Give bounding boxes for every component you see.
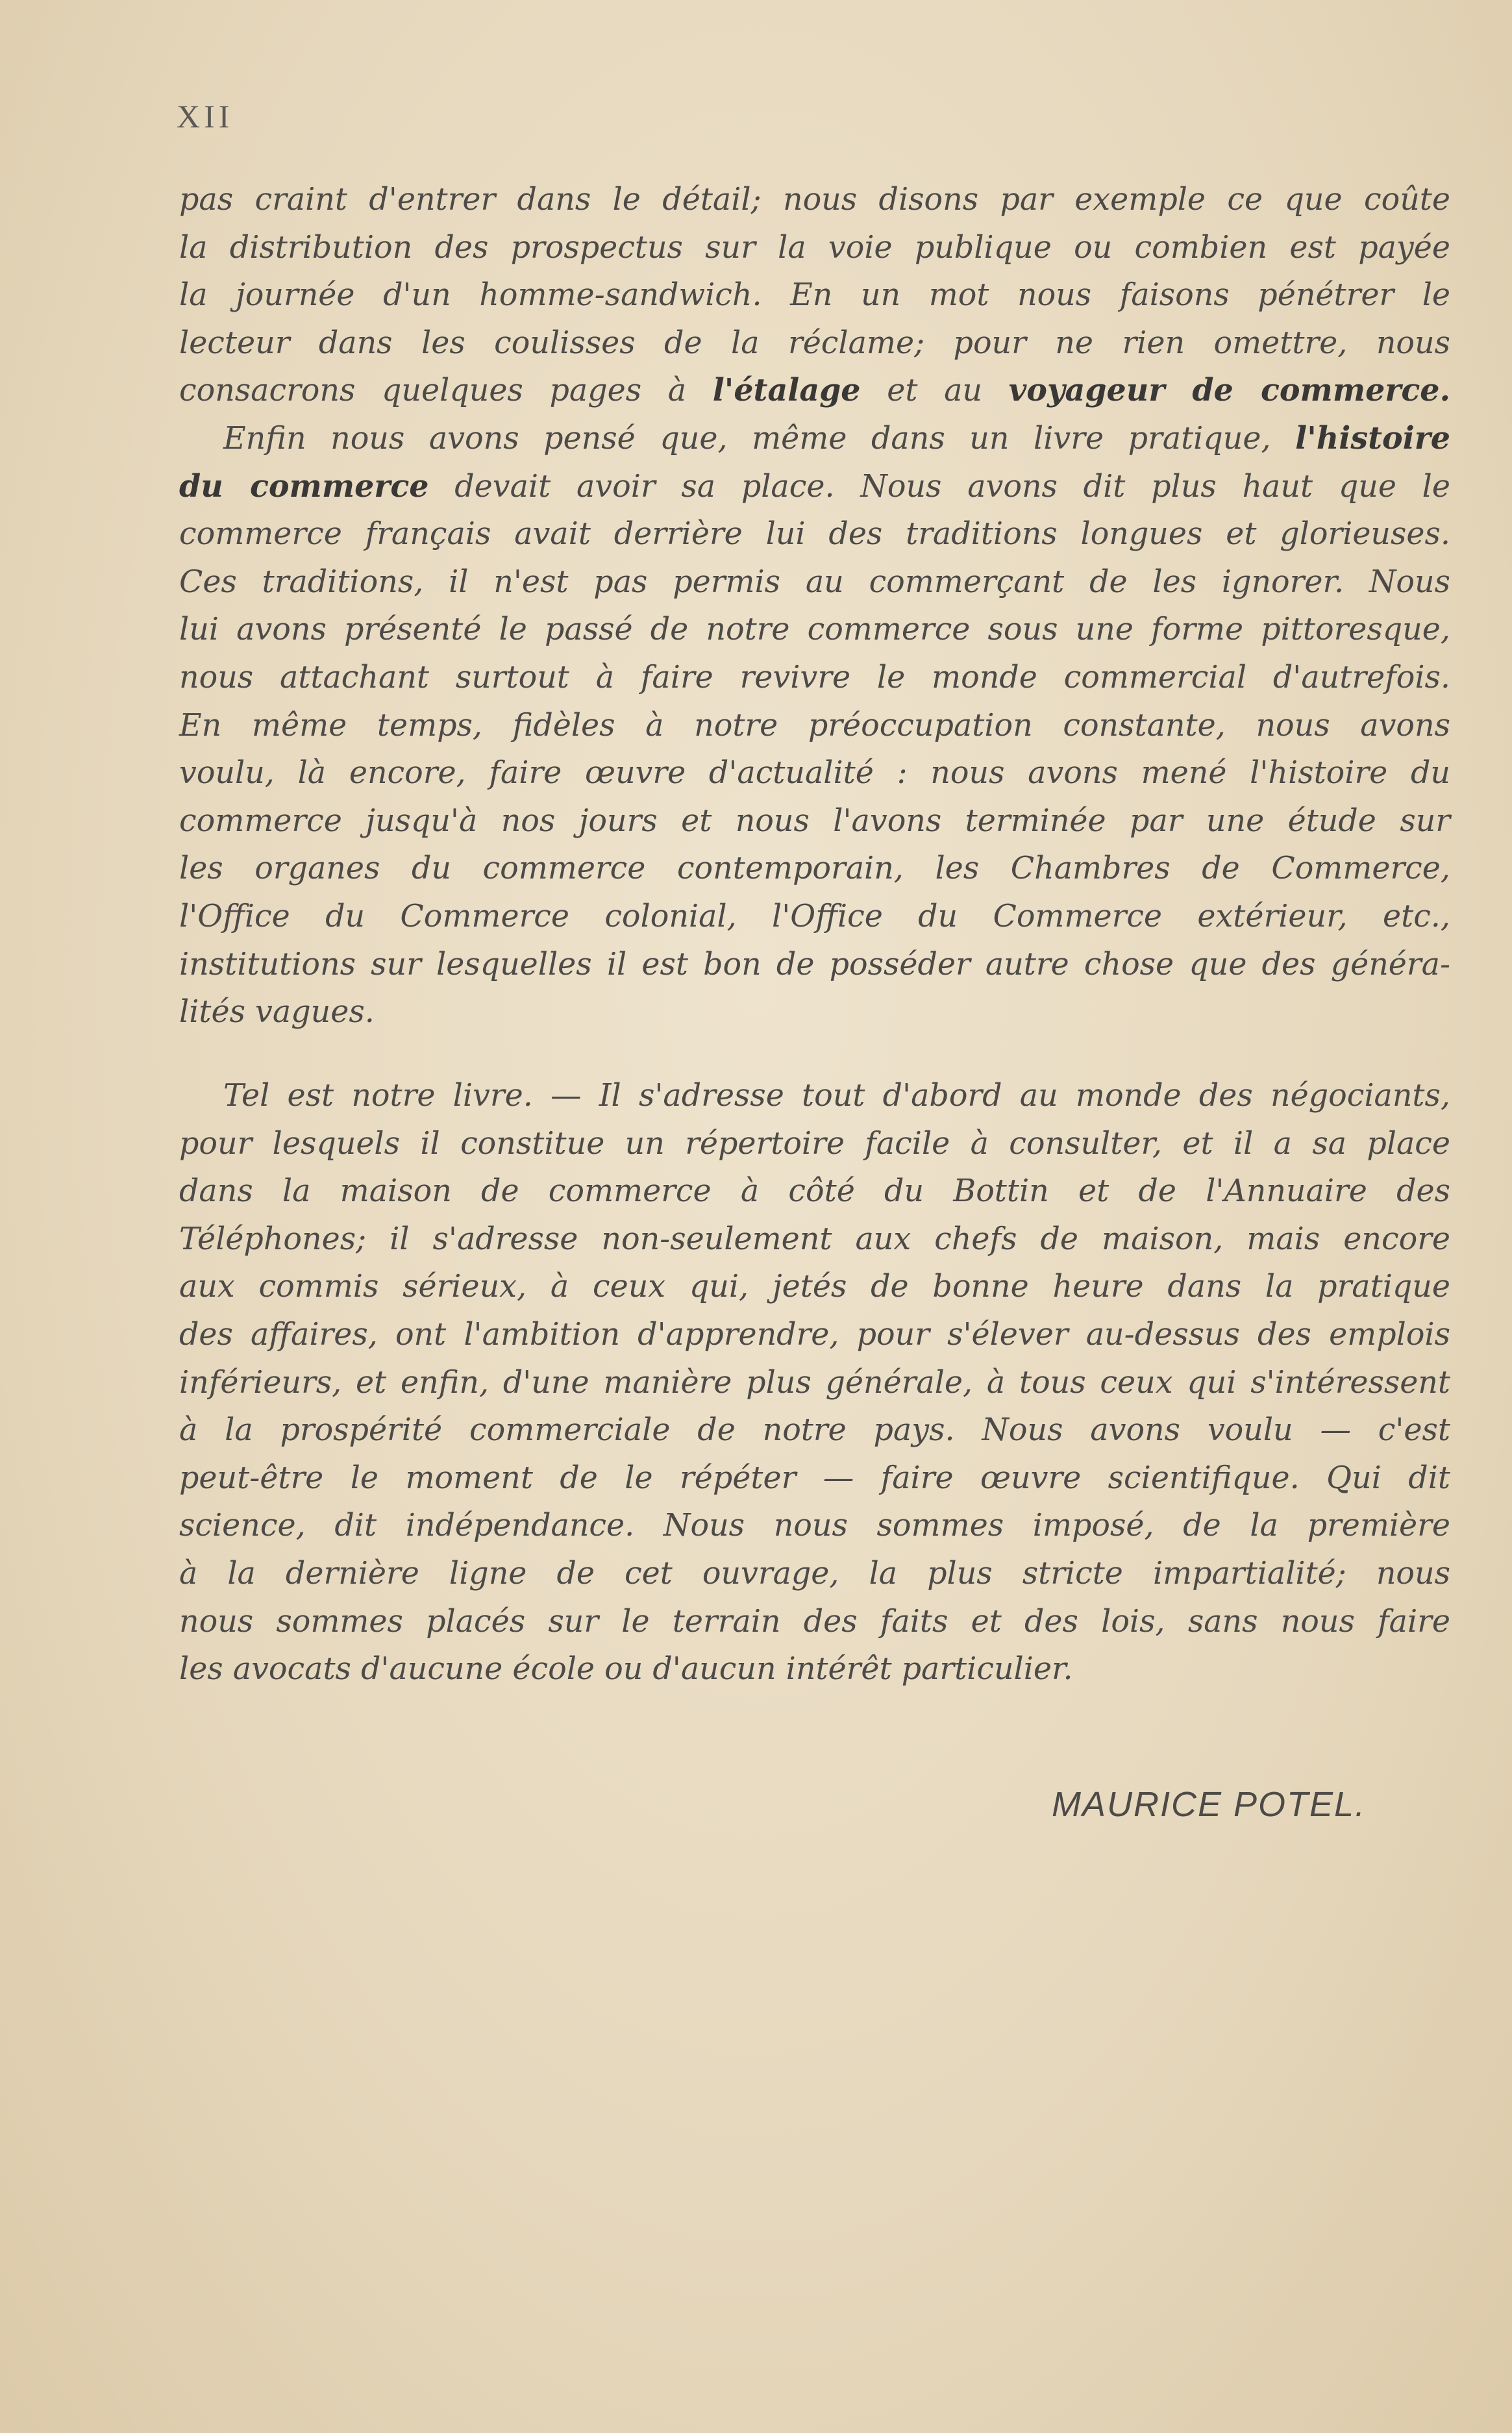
text-line xyxy=(179,319,1450,368)
signature: MAURICE POTEL. xyxy=(1052,1785,1367,1824)
text-line xyxy=(179,1359,1450,1407)
text-run: la distribution des prospectus sur la voie publique ou combien est payée xyxy=(179,229,1450,266)
text-run: Tel est notre livre. — Il s'adresse tout d'abord au monde des négociants, xyxy=(223,1078,1450,1114)
text-run: la journée d'un homme-sandwich. En un mot nous faisons pénétrer le xyxy=(179,277,1450,314)
text-run: Enfin nous avons pensé que, même dans un livre pratique, xyxy=(223,420,1296,456)
text-run: à la prospérité commerciale de notre pays. Nous avons voulu — c'est xyxy=(179,1412,1450,1449)
bold-term: voyageur de commerce. xyxy=(1008,372,1451,409)
text-run: aux commis sérieux, à ceux qui, jetés de bonne heure dans la pratique xyxy=(179,1269,1450,1305)
text-run: dans la maison de commerce à côté du Bottin et de l'Annuaire des xyxy=(179,1173,1450,1210)
text-run: devait avoir sa place. Nous avons dit plus haut que le xyxy=(428,468,1450,505)
paragraph-1 xyxy=(179,176,1450,1036)
text-run: les organes du commerce contemporain, les Chambres de Commerce, xyxy=(179,851,1450,887)
text-line xyxy=(179,1598,1450,1646)
text-run: commerce jusqu'à nos jours et nous l'avons terminée par une étude sur xyxy=(179,803,1450,839)
text-line xyxy=(179,845,1450,893)
page-number: XII xyxy=(177,98,234,134)
text-line xyxy=(179,1120,1450,1168)
text-run: nous sommes placés sur le terrain des faits et des lois, sans nous faire xyxy=(179,1603,1450,1640)
text-line xyxy=(179,1406,1450,1454)
text-run: pas craint d'entrer dans le détail; nous disons par exemple ce que coûte xyxy=(179,182,1450,218)
text-line xyxy=(179,1216,1450,1264)
text-line xyxy=(179,797,1450,845)
text-line xyxy=(179,1167,1450,1216)
text-line xyxy=(179,510,1450,558)
text-line xyxy=(179,702,1450,750)
text-line xyxy=(179,415,1450,463)
paragraph-2 xyxy=(179,1072,1450,1693)
text-run: voulu, là encore, faire œuvre d'actualité : nous avons mené l'histoire du xyxy=(179,755,1450,792)
text-line xyxy=(179,1072,1450,1120)
text-run: Ces traditions, il n'est pas permis au commerçant de les ignorer. Nous xyxy=(179,564,1450,600)
bold-term: l'histoire xyxy=(1295,419,1450,456)
text-run: l'Office du Commerce colonial, l'Office du Commerce extérieur, etc., xyxy=(179,898,1450,934)
text-run: et au xyxy=(860,373,1009,409)
text-run: science, dit indépendance. Nous nous sommes imposé, de la première xyxy=(179,1508,1450,1544)
text-run: nous attachant surtout à faire revivre le monde commercial d'autrefois. xyxy=(179,659,1450,695)
text-run: En même temps, fidèles à notre préoccupation constante, nous avons xyxy=(179,707,1450,743)
text-run: lités vagues. xyxy=(179,994,375,1030)
text-run: lecteur dans les coulisses de la réclame; pour ne rien omettre, nous xyxy=(179,325,1450,361)
text-run: consacrons quelques pages à xyxy=(179,373,713,409)
text-line xyxy=(179,1311,1450,1359)
text-line xyxy=(179,1550,1450,1598)
text-line xyxy=(179,654,1450,702)
text-run: institutions sur lesquelles il est bon de posséder autre chose que des généra- xyxy=(179,946,1450,982)
text-run: peut-être le moment de le répéter — faire œuvre scientifique. Qui dit xyxy=(179,1460,1450,1496)
text-run: pour lesquels il constitue un répertoire facile à consulter, et il a sa place xyxy=(179,1125,1450,1162)
text-line xyxy=(179,224,1450,272)
text-line xyxy=(179,1263,1450,1311)
text-line xyxy=(179,1454,1450,1503)
text-run: les avocats d'aucune école ou d'aucun intérêt particulier. xyxy=(179,1651,1073,1688)
text-run: des affaires, ont l'ambition d'apprendre, pour s'élever au-dessus des emplois xyxy=(179,1316,1450,1353)
text-line xyxy=(179,941,1450,989)
text-line xyxy=(179,367,1450,415)
text-line xyxy=(179,463,1450,511)
text-run: inférieurs, et enfin, d'une manière plus générale, à tous ceux qui s'intéressent xyxy=(179,1364,1450,1401)
text-line xyxy=(179,558,1450,606)
text-line xyxy=(179,988,1450,1036)
text-line xyxy=(179,749,1450,797)
text-line xyxy=(179,176,1450,224)
text-run: lui avons présenté le passé de notre commerce sous une forme pittoresque, xyxy=(179,612,1450,648)
text-line xyxy=(179,271,1450,319)
bold-term: du commerce xyxy=(179,468,429,505)
text-run: à la dernière ligne de cet ouvrage, la plus stricte impartialité; nous xyxy=(179,1555,1450,1591)
text-run: commerce français avait derrière lui des traditions longues et glorieuses. xyxy=(179,516,1450,553)
text-line xyxy=(179,893,1450,941)
text-line xyxy=(179,1645,1450,1693)
bold-term: l'étalage xyxy=(712,372,861,409)
text-run: Téléphones; il s'adresse non-seulement aux chefs de maison, mais encore xyxy=(179,1221,1450,1257)
text-line xyxy=(179,1502,1450,1550)
text-line xyxy=(179,606,1450,654)
